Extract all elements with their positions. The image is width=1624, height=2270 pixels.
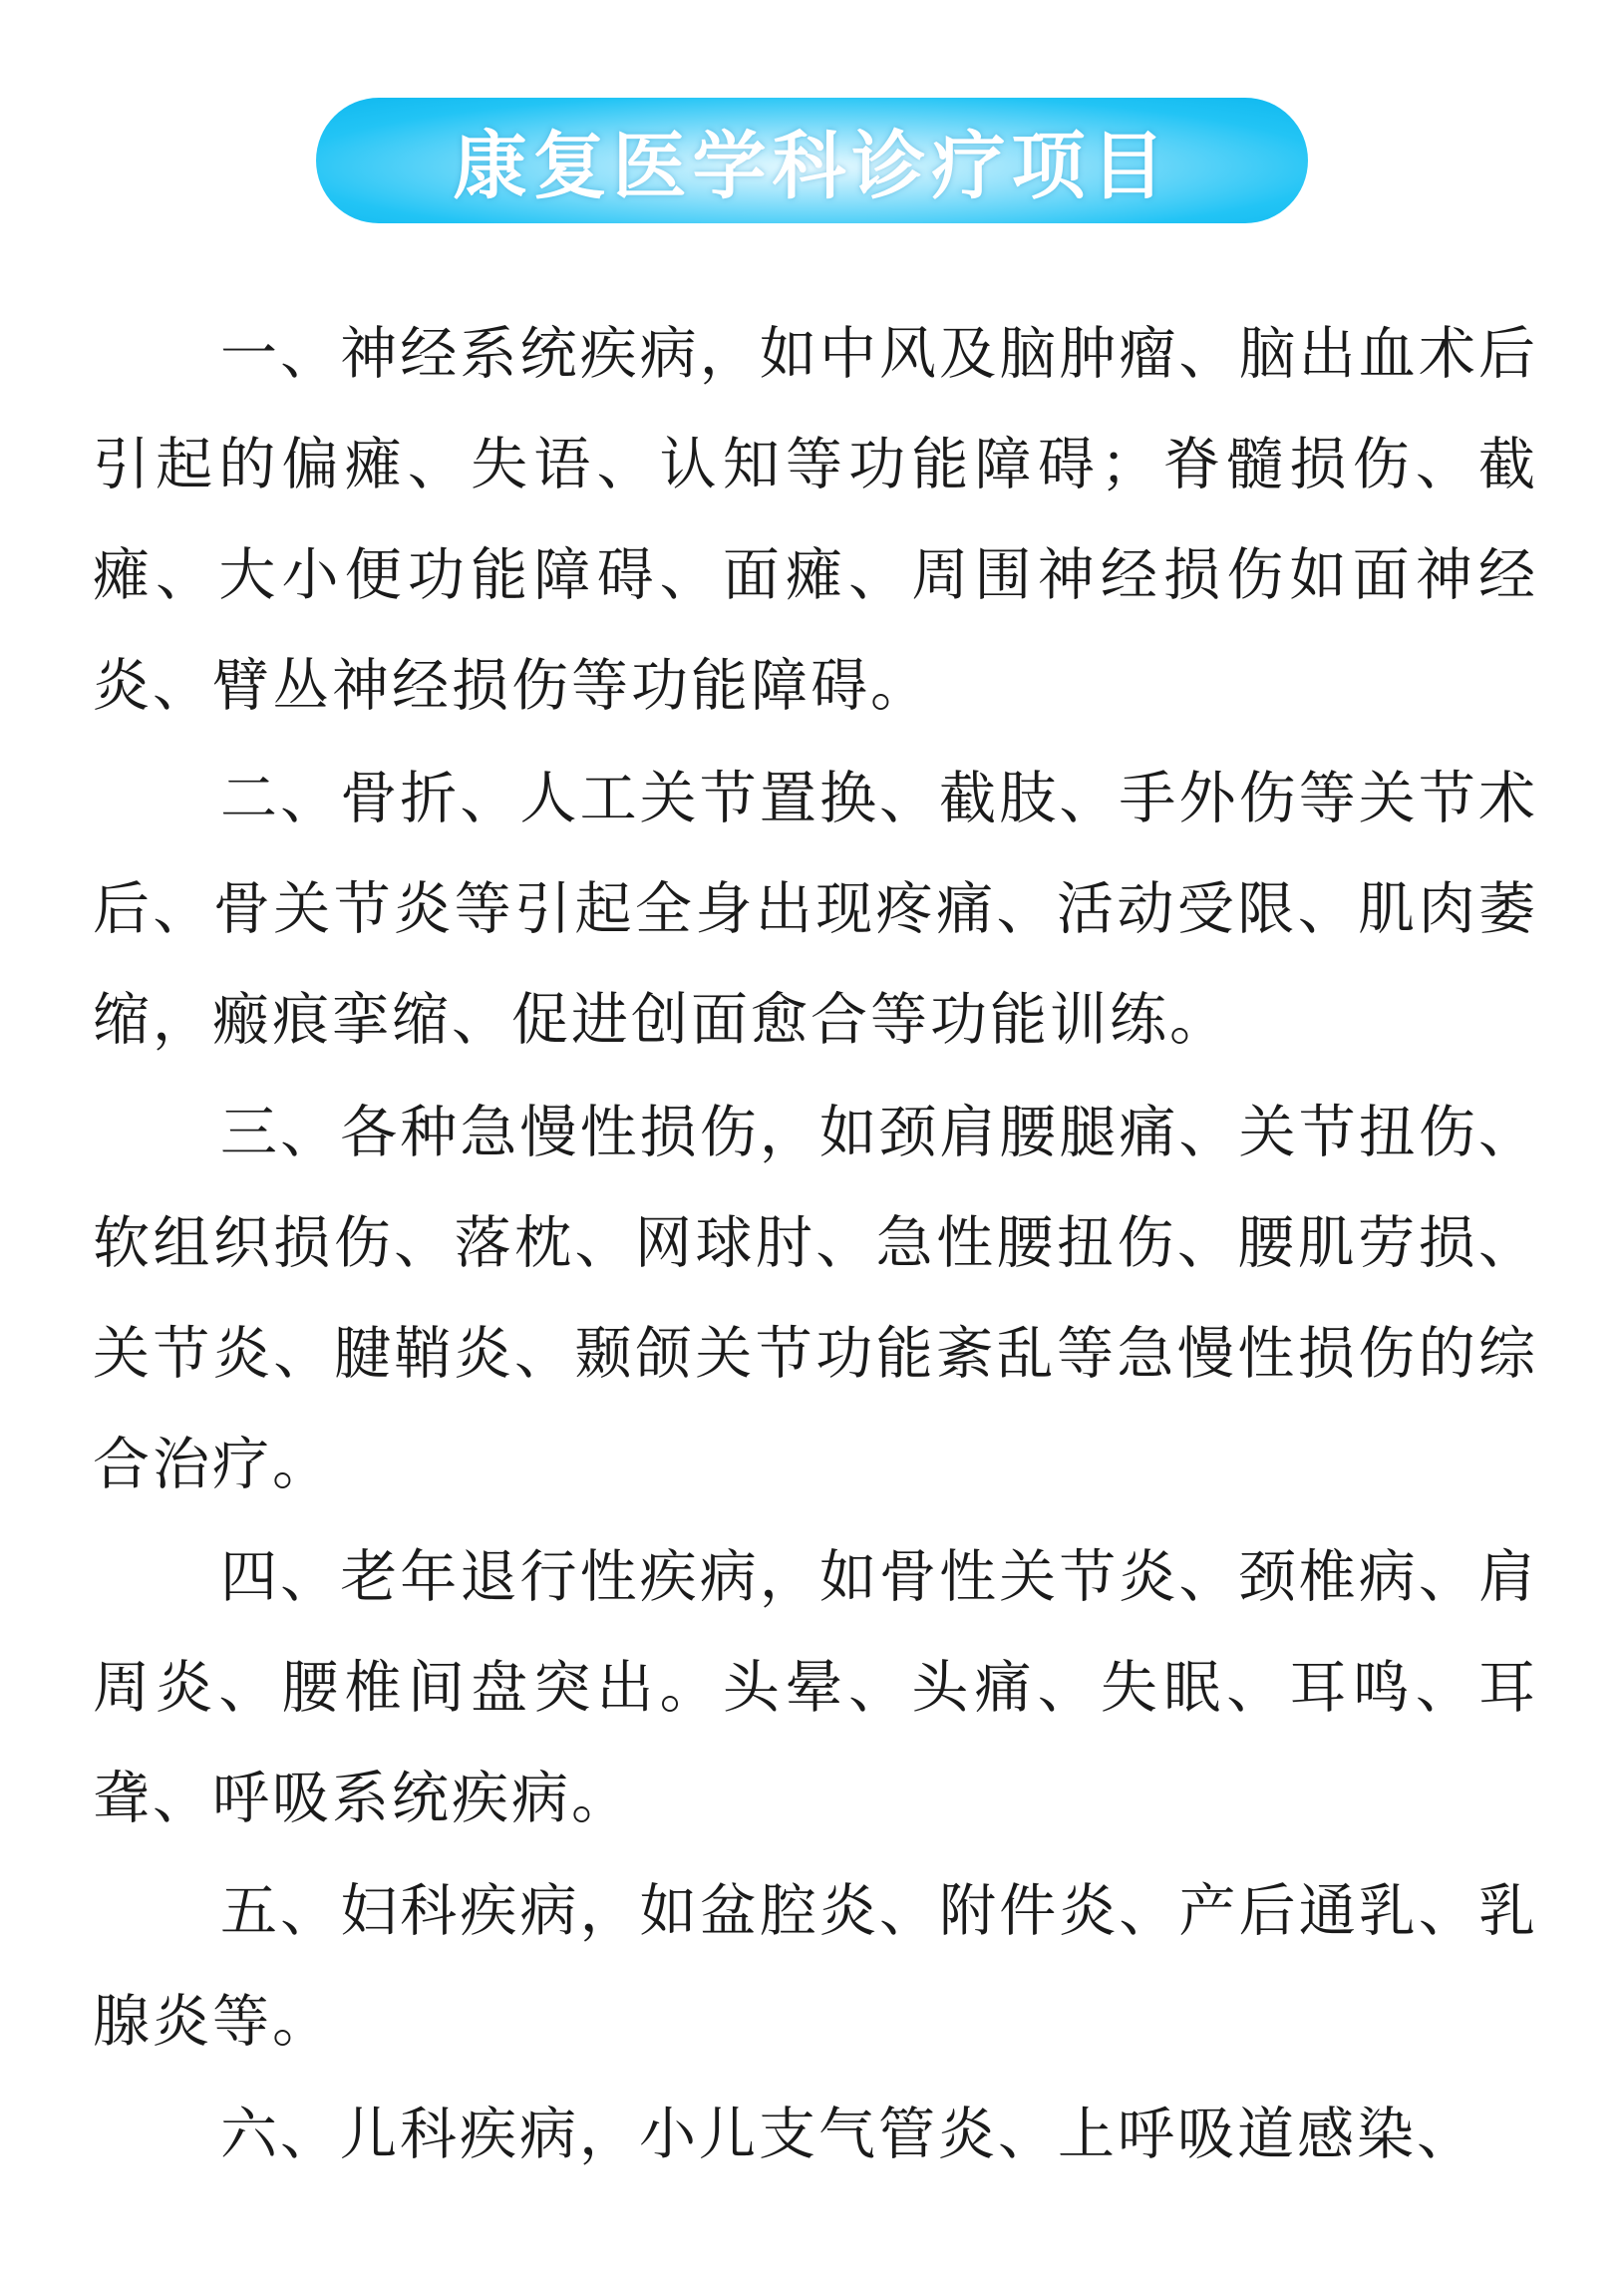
treatment-item-geriatric: 四、老年退行性疾病，如骨性关节炎、颈椎病、肩周炎、腰椎间盘突出。头晕、头痛、失眠、耳鸣、耳聋、呼吸系统疾病。 (93, 1544, 1538, 1831)
page-title: 康复医学科诊疗项目 (453, 124, 1171, 209)
treatment-item-pediatric: 六、儿科疾病，小儿支气管炎、上呼吸道感染、 (220, 2102, 1476, 2167)
treatment-list (93, 299, 1538, 2192)
treatment-item-injuries: 三、各种急慢性损伤，如颈肩腰腿痛、关节扭伤、软组织损伤、落枕、网球肘、急性腰扭伤、腰肌劳损、关节炎、腱鞘炎、颞颌关节功能紊乱等急慢性损伤的综合治疗。 (93, 1100, 1538, 1497)
treatment-item-neurological: 一、神经系统疾病，如中风及脑肿瘤、脑出血术后引起的偏瘫、失语、认知等功能障碍；脊髓损伤、截瘫、大小便功能障碍、面瘫、周围神经损伤如面神经炎、臂丛神经损伤等功能障碍。 (93, 321, 1538, 719)
title-banner (316, 98, 1308, 223)
treatment-item-gynecology: 五、妇科疾病，如盆腔炎、附件炎、产后通乳、乳腺炎等。 (93, 1878, 1538, 2055)
treatment-item-orthopedic: 二、骨折、人工关节置换、截肢、手外伤等关节术后、骨关节炎等引起全身出现疼痛、活动受限、肌肉萎缩，瘢痕挛缩、促进创面愈合等功能训练。 (93, 766, 1538, 1053)
